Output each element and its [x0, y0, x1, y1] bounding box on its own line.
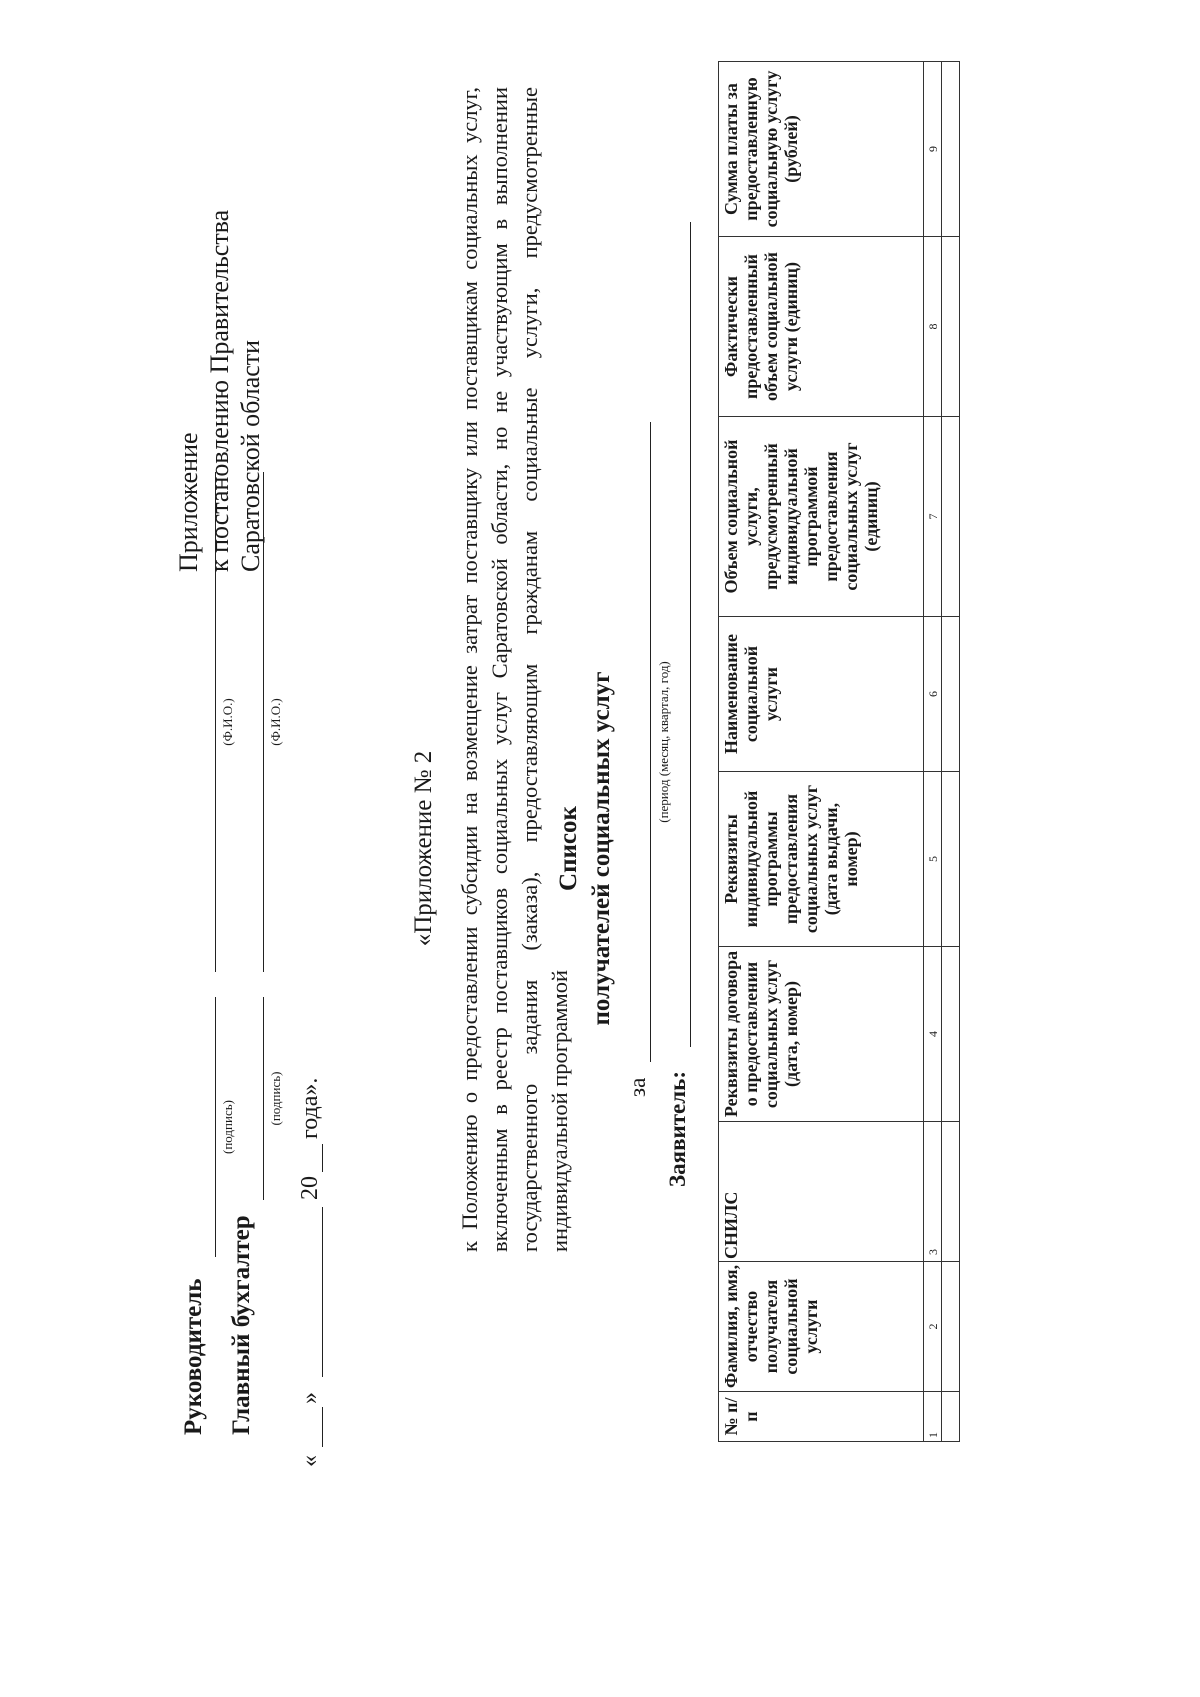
accountant-name-field[interactable]: [263, 472, 264, 972]
col-header-full-name: Фамилия, имя, отчество получателя социальной услуги: [719, 1262, 924, 1392]
col-header-service-name: Наименование социальной услуги: [719, 617, 924, 772]
head-signature-field[interactable]: [215, 997, 216, 1257]
accountant-signature-field[interactable]: [263, 997, 264, 1200]
col-header-contract: Реквизиты договора о предоставлении социальных услуг (дата, номер): [719, 947, 924, 1122]
document-title: Список: [555, 806, 582, 891]
column-number: 2: [924, 1262, 942, 1392]
table-header-row: [719, 62, 924, 1442]
column-number: 5: [924, 772, 942, 947]
period-field[interactable]: [650, 422, 651, 1062]
head-label: Руководитель: [180, 1278, 207, 1435]
head-signature-hint: (подпись): [220, 1100, 235, 1154]
document-subtitle: получателей социальных услуг: [588, 671, 615, 1026]
table-cell[interactable]: [942, 237, 960, 417]
column-number: 4: [924, 947, 942, 1122]
col-header-individual-program: Реквизиты индивидуальной программы предоставления социальных услуг (дата выдачи, номер): [719, 772, 924, 947]
date-month-field[interactable]: [322, 1207, 323, 1377]
column-number: 3: [924, 1122, 942, 1262]
column-number: 7: [924, 417, 942, 617]
column-numbers-row: [924, 62, 942, 1442]
column-number: 1: [924, 1392, 942, 1442]
col-header-actual-volume: Фактически предоставленный объем социальной услуги (единиц): [719, 237, 924, 417]
table-row[interactable]: [942, 62, 960, 1442]
date-year-prefix: 20: [297, 1176, 323, 1200]
col-header-payment-sum: Сумма платы за предоставленную социальную услугу (рублей): [719, 62, 924, 237]
table-cell[interactable]: [942, 417, 960, 617]
column-number: 8: [924, 237, 942, 417]
date-open-quote: «: [297, 1455, 323, 1467]
col-header-planned-volume: Объем социальной услуги, предусмотренный индивидуальной программой предоставления социальных услуг (единиц): [719, 417, 924, 617]
appendix-line-1: Приложение: [174, 432, 203, 572]
applicant-label: Заявитель:: [665, 1071, 690, 1187]
head-name-hint: (Ф.И.О.): [220, 698, 235, 746]
table-cell[interactable]: [942, 617, 960, 772]
period-hint: (период (месяц, квартал, год): [656, 661, 671, 823]
table-cell[interactable]: [942, 1122, 960, 1262]
column-number: 9: [924, 62, 942, 237]
period-prefix: за: [625, 1077, 650, 1097]
accountant-signature-hint: (подпись): [268, 1071, 283, 1126]
date-suffix: года».: [297, 1077, 323, 1139]
table-cell[interactable]: [942, 947, 960, 1122]
accountant-label: Главный бухгалтер: [228, 1215, 255, 1435]
date-year-field[interactable]: [322, 1144, 323, 1172]
column-number: 6: [924, 617, 942, 772]
accountant-name-hint: (Ф.И.О.): [268, 698, 283, 746]
date-close-quote: »: [297, 1392, 323, 1404]
date-day-field[interactable]: [322, 1407, 323, 1447]
appendix-line-3: Саратовской области: [236, 339, 265, 572]
appendix-line-2: к постановлению Правительства: [205, 209, 234, 572]
recipients-table: [718, 61, 960, 1442]
table-cell[interactable]: [942, 1262, 960, 1392]
head-name-field[interactable]: [215, 472, 216, 972]
table-cell[interactable]: [942, 772, 960, 947]
appendix-2-heading: «Приложение № 2: [410, 750, 437, 947]
table-cell[interactable]: [942, 1392, 960, 1442]
regulation-reference: к Положению о предоставлении субсидии на возмещение затрат поставщику или поставщикам социальных услуг, включенным в реестр поставщиков социальных услуг Саратовской области, но не участвующим в выполнении государственного задания (заказа), предоставляющим гражданам социальные услуги, предусмотренные индивидуальной программой: [457, 87, 572, 1252]
applicant-field[interactable]: [690, 222, 691, 1047]
table-cell[interactable]: [942, 62, 960, 237]
col-header-number: № п/п: [719, 1392, 924, 1442]
col-header-snils: СНИЛС: [719, 1122, 924, 1262]
